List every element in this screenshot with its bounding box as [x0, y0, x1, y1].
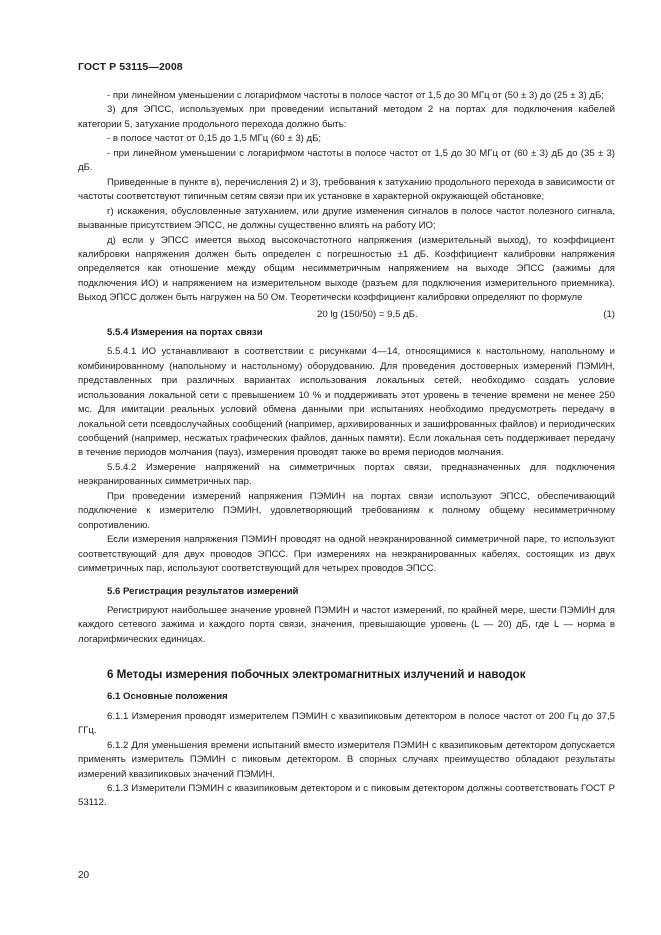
paragraph: 3) для ЭПСС, используемых при проведении испытаний методом 2 на портах для подключения кабелей категории 5, затухание продольного перехода должно быть: [78, 104, 615, 130]
formula-expression: 20 lg (150/50) = 9,5 дБ. [317, 308, 418, 320]
paragraph: г) искажения, обусловленные затуханием, или другие изменения сигналов в полосе частот полезного сигнала, вызванные присутствием ЭПСС, не должны существенно влиять на работу ИО; [78, 205, 615, 232]
paragraph: 6.1.2 Для уменьшения времени испытаний вместо измерителя ПЭМИН с квазипиковым детектором допускается применять измеритель ПЭМИН с пиковым детектором. В спорных случаях преимущество обладают результаты измерений квазипиковых значений ПЭМИН. [78, 739, 615, 780]
paragraph: Регистрируют наибольшее значение уровней ПЭМИН и частот измерений, по крайней мере, шести ПЭМИН для каждого сетевого зажима и каждого порта связи, значения, превышающие уровень (L — 20) дБ, где L — норма в логарифмических единицах. [78, 604, 615, 645]
paragraph: 5.5.4.2 Измерение напряжений на симметричных портах связи, предназначенных для подключения неэкранированных симметричных пар. [78, 461, 615, 488]
paragraph: 5.5.4.1 ИО устанавливают в соответствии с рисунками 4—14, относящимися к настольному, напольному и комбинированному (напольному и настольному) оборудованию. Для проведения достоверных измерений ПЭМИН, представленных при различных вариантах использования локальных сетей, необходимо создать условие использования локальной сети с превышением 10 % и поддерживать этот уровень в течение времени не менее 250 мс. Для имитации реальных условий обмена данными при испытаниях необходимо предусмотреть передачу в локальной сети псевдослучайных сообщений (например, архивированных и зашифрованных файлов) и периодических сообщений (например, несжатых графических файлов, данных памяти). Если локальная сеть поддерживает передачу в течение периодов молчания (пауз), измерения проводят также во время периодов молчания. [78, 346, 615, 459]
paragraph: 6.1.1 Измерения проводят измерителем ПЭМИН с квазипиковым детектором в полосе частот от 200 Гц до 37,5 ГГц. [78, 710, 615, 737]
section-heading-5-5-4: 5.5.4 Измерения на портах связи [107, 326, 263, 338]
section-heading-5-6: 5.6 Регистрация результатов измерений [107, 585, 299, 597]
paragraph: При проведении измерений напряжения ПЭМИН на портах связи используют ЭПСС, обеспечивающий подключение к измерителю ПЭМИН, удовлетворяющий требованиям к полному общему несимметричному сопротивлению. [78, 490, 615, 531]
paragraph: Приведенные в пункте в), перечисления 2) и 3), требования к затуханию продольного перехода в зависимости от частоты соответствуют типичным сетям связи при их установке в характерной окружающей обстановке; [78, 176, 615, 203]
document-body [78, 89, 615, 811]
paragraph: д) если у ЭПСС имеется выход высокочастотного напряжения (измерительный выход), то коэффициент калибровки напряжения должен быть определен с погрешностью ±1 дБ. Коэффициент калибровки напряжения определяется как отношение между общим несимметричным напряжением на выходе ЭПСС (зажимы для подключения ИО) и напряжением на измерительном выходе (разъем для подключения измерительного приемника). Выход ЭПСС должен быть нагружен на 50 Ом. Теоретически коэффициент калибровки определяют по формуле [78, 234, 615, 304]
paragraph: - в полосе частот от 0,15 до 1,5 МГц (60 ± 3) дБ; [107, 133, 322, 145]
paragraph: 6.1.3 Измерители ПЭМИН с квазипиковым детектором и с пиковым детектором должны соответствовать ГОСТ Р 53112. [78, 783, 615, 809]
formula-line [78, 308, 615, 323]
page-number: 20 [78, 870, 90, 881]
paragraph: - при линейном уменьшении с логарифмом частоты в полосе частот от 1,5 до 30 МГц от (60 ± 3) дБ до (35 ± 3) дБ. [78, 147, 615, 174]
section-heading-6: 6 Методы измерения побочных электромагнитных излучений и наводок [107, 668, 526, 682]
formula-number: (1) [603, 308, 615, 320]
paragraph: - при линейном уменьшении с логарифмом частоты в полосе частот от 1,5 до 30 МГц от (50 ± 3) до (25 ± 3) дБ; [107, 90, 604, 101]
section-heading-6-1: 6.1 Основные положения [107, 691, 228, 703]
running-header: ГОСТ Р 53115—2008 [78, 61, 183, 73]
paragraph: Если измерения напряжения ПЭМИН проводят на одной неэкранированной симметричной паре, то используют соответствующий для двух проводов ЭПСС. При измерениях на неэкранированных кабелях, состоящих из двух симметричных пар, используют соответствующий для четырех проводов ЭПСС. [78, 534, 615, 575]
